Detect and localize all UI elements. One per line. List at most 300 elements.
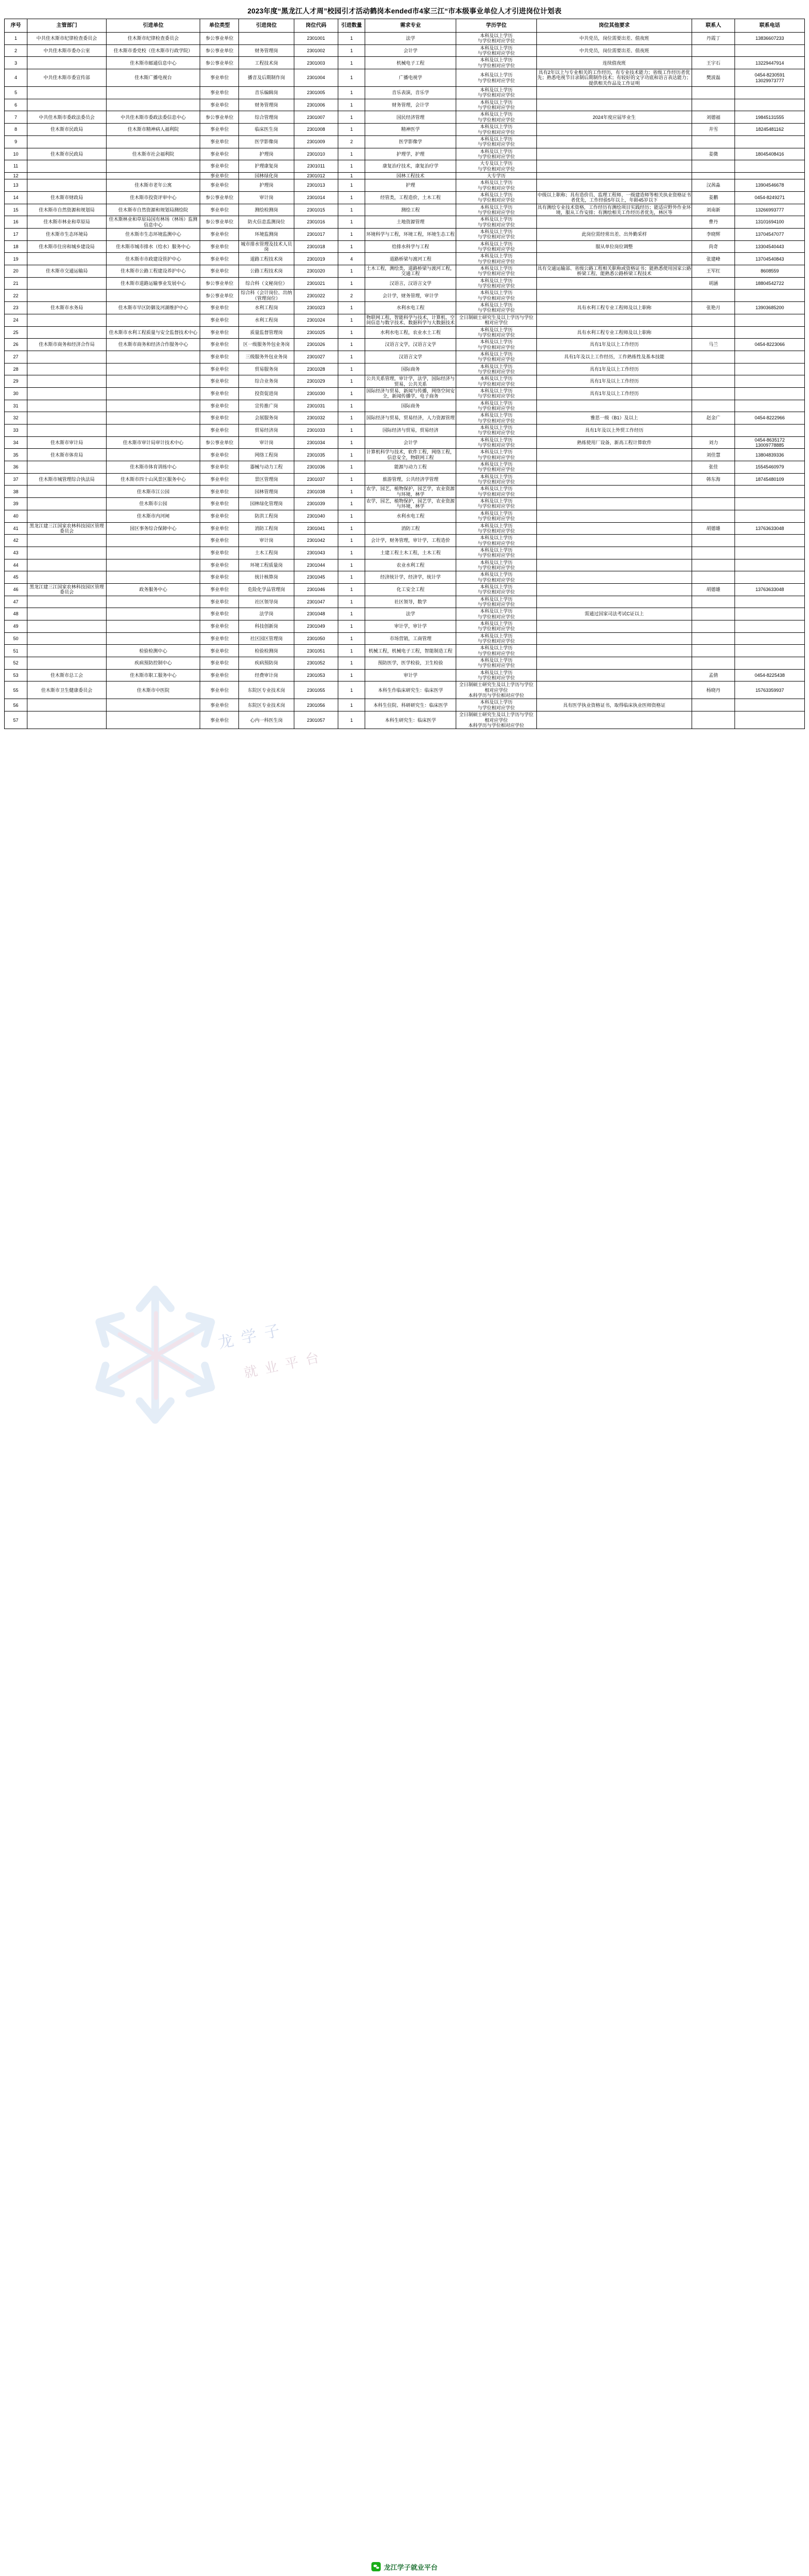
cell-type: 事业单位 [200, 363, 239, 375]
cell-contact [692, 711, 735, 729]
cell-contact [692, 498, 735, 510]
cell-type: 参公事业单位 [200, 57, 239, 69]
table-row [5, 99, 805, 111]
cell-dept: 佳木斯市商务和经济合作局 [27, 339, 107, 351]
cell-major: 土木工程，测绘类，道路桥梁与渡河工程，交通工程 [365, 265, 456, 278]
cell-other: 具有1年及以上工作经历，工作熟练性及基本技能 [536, 351, 692, 363]
cell-code: 2301022 [294, 290, 338, 302]
cell-phone [735, 486, 805, 498]
cell-qty: 1 [338, 632, 365, 645]
cell-type: 事业单位 [200, 486, 239, 498]
cell-edu: 本科及以上学历 与学位相对应学位 [456, 99, 536, 111]
cell-post: 环境监测岗 [239, 229, 294, 241]
table-row [5, 326, 805, 339]
cell-unit: 佳木斯市社会福利院 [106, 148, 200, 160]
cell-edu: 本科及以上学历 与学位相对应学位 [456, 699, 536, 711]
cell-major: 土建工程土木工程，土木工程 [365, 547, 456, 559]
cell-phone: 15763359937 [735, 681, 805, 699]
cell-unit [106, 449, 200, 461]
cell-unit: 佳木斯市邮通信息中心 [106, 57, 200, 69]
cell-no: 15 [5, 204, 27, 216]
cell-unit: 佳木斯市公园 [106, 498, 200, 510]
cell-dept: 佳木斯市民政局 [27, 148, 107, 160]
cell-no: 43 [5, 547, 27, 559]
cell-code: 2301010 [294, 148, 338, 160]
cell-qty: 1 [338, 412, 365, 425]
cell-post: 城市排水管理及技术人员岗 [239, 240, 294, 253]
cell-contact [692, 425, 735, 437]
cell-contact: 韩东海 [692, 473, 735, 486]
cell-post: 心内一科医生岗 [239, 711, 294, 729]
cell-other: 中共党员，岗位需要出差、值夜班 [536, 33, 692, 45]
cell-dept: 佳木斯市民政局 [27, 124, 107, 136]
cell-qty: 1 [338, 699, 365, 711]
cell-other: 2024年度应届毕业生 [536, 111, 692, 124]
cell-phone [735, 387, 805, 400]
cell-qty: 1 [338, 449, 365, 461]
cell-major: 物联网工程，智能科学与技术，计算机、空间信息与数字技术、数据科学与大数据技术 [365, 314, 456, 326]
cell-contact [692, 608, 735, 620]
cell-unit [106, 400, 200, 412]
cell-code: 2301027 [294, 351, 338, 363]
cell-no: 1 [5, 33, 27, 45]
table-row [5, 711, 805, 729]
cell-major: 经管类，工程造价，土木工程 [365, 191, 456, 204]
cell-edu: 全日制硕士研究生及以上学历与学位相对应学位 [456, 314, 536, 326]
cell-edu: 全日制硕士研究生及以上学历与学位相对应学位 本科学历与学位相对应学位 [456, 711, 536, 729]
table-row [5, 314, 805, 326]
cell-no: 20 [5, 265, 27, 278]
cell-qty: 1 [338, 559, 365, 571]
cell-phone [735, 596, 805, 608]
cell-type: 事业单位 [200, 135, 239, 148]
cell-dept [27, 99, 107, 111]
cell-dept [27, 253, 107, 265]
cell-major: 精神医学 [365, 124, 456, 136]
cell-contact [692, 547, 735, 559]
cell-qty: 1 [338, 400, 365, 412]
cell-code: 2301026 [294, 339, 338, 351]
cell-phone [735, 620, 805, 633]
cell-dept [27, 412, 107, 425]
cell-other [536, 510, 692, 522]
cell-type: 事业单位 [200, 314, 239, 326]
cell-code: 2301019 [294, 253, 338, 265]
cell-post: 护理岗 [239, 148, 294, 160]
cell-unit [106, 375, 200, 388]
cell-other: 具有1年及以上外贸工作经历 [536, 425, 692, 437]
cell-post: 医学影像岗 [239, 135, 294, 148]
cell-qty: 1 [338, 571, 365, 584]
cell-major: 本科生住院、科研研究生：临床医学 [365, 699, 456, 711]
cell-unit [106, 571, 200, 584]
cell-other [536, 172, 692, 179]
cell-dept [27, 425, 107, 437]
cell-type: 参公事业单位 [200, 191, 239, 204]
cell-code: 2301014 [294, 191, 338, 204]
cell-type: 事业单位 [200, 148, 239, 160]
cell-phone [735, 351, 805, 363]
cell-type: 参公事业单位 [200, 44, 239, 57]
table-row [5, 148, 805, 160]
cell-edu: 全日制硕士研究生及以上学历与学位相对应学位 本科学历与学位相对应学位 [456, 681, 536, 699]
cell-contact: 刘德福 [692, 111, 735, 124]
cell-type: 事业单位 [200, 498, 239, 510]
cell-major: 音乐表演，音乐学 [365, 87, 456, 99]
cell-phone [735, 425, 805, 437]
cell-code: 2301043 [294, 547, 338, 559]
cell-post: 东院区专业技术岗 [239, 681, 294, 699]
cell-contact: 张艳月 [692, 302, 735, 314]
cell-qty: 1 [338, 124, 365, 136]
cell-no: 52 [5, 657, 27, 670]
cell-major: 园林工程技术 [365, 172, 456, 179]
cell-no: 16 [5, 216, 27, 229]
table-row [5, 253, 805, 265]
cell-qty: 1 [338, 160, 365, 173]
cell-type: 事业单位 [200, 608, 239, 620]
cell-contact [692, 400, 735, 412]
cell-type: 事业单位 [200, 302, 239, 314]
cell-edu: 本科及以上学历 与学位相对应学位 [456, 87, 536, 99]
snowflake-icon [78, 1277, 233, 1432]
cell-edu: 本科及以上学历 与学位相对应学位 [456, 44, 536, 57]
cell-phone: 13101694100 [735, 216, 805, 229]
cell-qty: 1 [338, 711, 365, 729]
cell-no: 41 [5, 522, 27, 535]
cell-no: 19 [5, 253, 27, 265]
cell-other [536, 571, 692, 584]
cell-major: 市场营销，工商管理 [365, 632, 456, 645]
cell-contact: 张佳 [692, 461, 735, 474]
cell-other: 具有交通运输部、省级公路工程相关职称或资格证书；能熟悉使用国家公路桥梁工程、能熟悉公路桥梁工程技术 [537, 266, 691, 277]
cell-code: 2301030 [294, 387, 338, 400]
cell-code: 2301055 [294, 681, 338, 699]
cell-unit [106, 596, 200, 608]
cell-dept [27, 559, 107, 571]
cell-contact [692, 657, 735, 670]
cell-qty: 1 [338, 314, 365, 326]
cell-post: 防火信息监测岗位 [239, 216, 294, 229]
cell-type: 事业单位 [200, 473, 239, 486]
cell-major: 预防医学，医学检验，卫生检验 [365, 657, 456, 670]
cell-unit: 佳木斯市市政建设管护中心 [106, 253, 200, 265]
cell-major: 国际经济与贸易，贸易经济 [365, 425, 456, 437]
table-row [5, 44, 805, 57]
cell-type: 事业单位 [200, 87, 239, 99]
watermark-text-2: 就 业 平 台 [243, 1350, 323, 1381]
cell-type: 事业单位 [200, 387, 239, 400]
cell-phone: 18045408416 [735, 148, 805, 160]
cell-contact: 姜微 [692, 148, 735, 160]
cell-post: 网络工程岗 [239, 449, 294, 461]
cell-no: 44 [5, 559, 27, 571]
table-row [5, 608, 805, 620]
cell-phone [735, 326, 805, 339]
cell-qty: 1 [338, 522, 365, 535]
cell-no: 24 [5, 314, 27, 326]
cell-contact [692, 632, 735, 645]
cell-contact: 刘佳慧 [692, 449, 735, 461]
cell-post: 经费审计岗 [239, 669, 294, 681]
col-phone: 联系电话 [735, 19, 805, 33]
cell-post: 防洪工程岗 [239, 510, 294, 522]
cell-phone: 0454-8249271 [735, 191, 805, 204]
cell-major: 给排水科学与工程 [365, 240, 456, 253]
table-row [5, 351, 805, 363]
cell-edu: 本科及以上学历 与学位相对应学位 [456, 326, 536, 339]
cell-dept [27, 363, 107, 375]
cell-code: 2301006 [294, 99, 338, 111]
cell-other [536, 124, 692, 136]
cell-dept: 佳木斯市审计局 [27, 436, 107, 449]
table-row [5, 191, 805, 204]
table-row [5, 498, 805, 510]
cell-edu: 本科及以上学历 与学位相对应学位 [456, 461, 536, 474]
col-post: 引进岗位 [239, 19, 294, 33]
cell-no: 7 [5, 111, 27, 124]
watermark-text-1: 龙 学 子 [216, 1322, 283, 1352]
cell-post: 宣传推广岗 [239, 400, 294, 412]
cell-major: 农学，园艺，植物保护，园艺学，农业资源与环境，林学 [365, 498, 456, 510]
cell-phone: 0454-8635172 13009778885 [735, 436, 805, 449]
cell-edu: 本科及以上学历 与学位相对应学位 [456, 387, 536, 400]
cell-contact [692, 314, 735, 326]
table-header-row [5, 19, 805, 33]
cell-other: 需通过国家司法考试C证以上 [536, 608, 692, 620]
cell-qty: 1 [338, 111, 365, 124]
cell-major: 公共关系管理，审计学，法学，国际经济与贸易，公共关系 [365, 375, 456, 388]
cell-qty: 1 [338, 620, 365, 633]
cell-contact: 曹丹 [692, 216, 735, 229]
table-row [5, 302, 805, 314]
cell-unit: 佳木斯市生态环境监测中心 [106, 229, 200, 241]
cell-unit: 佳木斯市内河闸 [106, 510, 200, 522]
cell-dept [27, 547, 107, 559]
cell-other: 具有2年以上与专业相关的工作经历，有专业技术能力；省级工作经历者优先；熟悉电视节目录制后期制作技术；有较好的文字功底和语言表达能力；提供相关作品及工作证明 [537, 70, 691, 86]
cell-phone [735, 645, 805, 657]
cell-post: 临床医生岗 [239, 124, 294, 136]
cell-qty: 1 [338, 547, 365, 559]
cell-dept: 中共佳木斯市纪律检查委员会 [27, 33, 107, 45]
cell-qty: 1 [338, 339, 365, 351]
table-row [5, 461, 805, 474]
cell-other [536, 148, 692, 160]
col-no: 序号 [5, 19, 27, 33]
cell-phone [735, 510, 805, 522]
cell-type: 事业单位 [200, 265, 239, 278]
cell-contact: 丹霞丁 [692, 33, 735, 45]
cell-edu: 本科及以上学历 与学位相对应学位 [456, 571, 536, 584]
cell-unit [106, 290, 200, 302]
cell-phone: 13804839336 [735, 449, 805, 461]
cell-code: 2301012 [294, 172, 338, 179]
cell-edu: 本科及以上学历 与学位相对应学位 [456, 204, 536, 216]
cell-post: 疾病预防岗 [239, 657, 294, 670]
cell-phone [735, 498, 805, 510]
cell-unit: 佳木斯市水利工程质量与安全监督技术中心 [106, 326, 200, 339]
cell-edu: 本科及以上学历 与学位相对应学位 [456, 57, 536, 69]
table-row [5, 535, 805, 547]
cell-other [536, 669, 692, 681]
cell-qty: 1 [338, 657, 365, 670]
cell-no: 50 [5, 632, 27, 645]
cell-major: 社区领导，数学 [365, 596, 456, 608]
cell-qty: 1 [338, 265, 365, 278]
cell-dept: 佳木斯市总工会 [27, 669, 107, 681]
cell-type: 事业单位 [200, 681, 239, 699]
cell-dept: 中共佳木斯市委宣传部 [27, 69, 107, 87]
cell-phone: 13836607233 [735, 33, 805, 45]
col-qty: 引进数量 [338, 19, 365, 33]
cell-dept: 黑龙江建三江国家农林科技园区管理委员会 [27, 583, 107, 596]
cell-unit [106, 87, 200, 99]
cell-unit: 佳木斯市旱区防御及河湖维护中心 [106, 302, 200, 314]
cell-code: 2301057 [294, 711, 338, 729]
cell-major: 法学 [365, 608, 456, 620]
cell-contact: 杨晓丹 [692, 681, 735, 699]
cell-unit: 佳木斯市道路运输事业发展中心 [106, 277, 200, 290]
cell-qty: 1 [338, 486, 365, 498]
cell-no: 48 [5, 608, 27, 620]
table-row [5, 387, 805, 400]
cell-phone [735, 559, 805, 571]
cell-edu: 本科及以上学历 与学位相对应学位 [456, 339, 536, 351]
cell-qty: 1 [338, 608, 365, 620]
cell-other: 连续值夜班 [536, 57, 692, 69]
cell-type: 事业单位 [200, 351, 239, 363]
cell-type: 事业单位 [200, 326, 239, 339]
cell-qty: 1 [338, 596, 365, 608]
cell-major: 旅游管理，公共经济学管理 [365, 473, 456, 486]
cell-dept [27, 314, 107, 326]
cell-code: 2301017 [294, 229, 338, 241]
cell-contact [692, 44, 735, 57]
cell-unit: 佳木斯市江公园 [106, 486, 200, 498]
cell-phone [735, 632, 805, 645]
cell-contact [692, 620, 735, 633]
cell-dept: 中共佳木斯市委政法委员会 [27, 111, 107, 124]
cell-post: 园林绿化岗 [239, 172, 294, 179]
table-row [5, 425, 805, 437]
cell-contact: 张建峰 [692, 253, 735, 265]
cell-no: 46 [5, 583, 27, 596]
cell-major: 土地资源管理 [365, 216, 456, 229]
cell-phone: 13304540443 [735, 240, 805, 253]
cell-major: 机械电子工程 [365, 57, 456, 69]
table-row [5, 290, 805, 302]
col-other: 岗位其他要求 [536, 19, 692, 33]
table-row [5, 69, 805, 87]
cell-unit: 佳木斯市四十山风景区服务中心 [106, 473, 200, 486]
cell-edu: 本科及以上学历 与学位相对应学位 [456, 253, 536, 265]
cell-post: 护理岗 [239, 179, 294, 192]
cell-edu: 本科及以上学历 与学位相对应学位 [456, 425, 536, 437]
cell-other [536, 620, 692, 633]
cell-other [536, 596, 692, 608]
cell-no: 32 [5, 412, 27, 425]
table-row [5, 522, 805, 535]
cell-contact: 刘南新 [692, 204, 735, 216]
cell-edu: 本科及以上学历 与学位相对应学位 [456, 449, 536, 461]
cell-post: 水利工程岗 [239, 302, 294, 314]
cell-code: 2301034 [294, 436, 338, 449]
cell-phone: 0454-8225438 [735, 669, 805, 681]
cell-qty: 1 [338, 33, 365, 45]
cell-other [536, 632, 692, 645]
cell-qty: 1 [338, 326, 365, 339]
cell-unit: 佳木斯市中医院 [106, 681, 200, 699]
cell-contact: 马兰 [692, 339, 735, 351]
cell-type: 事业单位 [200, 412, 239, 425]
cell-other [536, 486, 692, 498]
cell-contact [692, 596, 735, 608]
cell-major: 财务管理，会计学 [365, 99, 456, 111]
cell-no: 56 [5, 699, 27, 711]
cell-dept [27, 711, 107, 729]
cell-dept: 佳木斯市财政局 [27, 191, 107, 204]
col-type: 单位类型 [200, 19, 239, 33]
cell-major: 汉语言文学，汉语言文学 [365, 339, 456, 351]
table-row [5, 473, 805, 486]
cell-code: 2301023 [294, 302, 338, 314]
cell-phone: 13763633048 [735, 583, 805, 596]
cell-dept: 佳木斯市住房和城乡建设局 [27, 240, 107, 253]
cell-code: 2301024 [294, 314, 338, 326]
cell-code: 2301016 [294, 216, 338, 229]
cell-major: 水利水电工程 [365, 302, 456, 314]
footer-brand [0, 2562, 809, 2573]
cell-no: 14 [5, 191, 27, 204]
cell-other [536, 583, 692, 596]
cell-dept [27, 632, 107, 645]
cell-qty: 1 [338, 216, 365, 229]
cell-edu: 本科及以上学历 与学位相对应学位 [456, 111, 536, 124]
cell-qty: 1 [338, 645, 365, 657]
cell-dept [27, 535, 107, 547]
cell-phone [735, 535, 805, 547]
cell-major: 能源与动力工程 [365, 461, 456, 474]
cell-major: 审计学 [365, 669, 456, 681]
cell-code: 2301042 [294, 535, 338, 547]
cell-contact [692, 172, 735, 179]
cell-unit [106, 620, 200, 633]
cell-no: 8 [5, 124, 27, 136]
cell-unit: 佳木斯市审计局审计技术中心 [106, 436, 200, 449]
table-row [5, 583, 805, 596]
cell-edu: 本科及以上学历 与学位相对应学位 [456, 33, 536, 45]
cell-phone [735, 363, 805, 375]
cell-edu: 本科及以上学历 与学位相对应学位 [456, 522, 536, 535]
cell-contact [692, 387, 735, 400]
cell-unit: 佳木斯市委党校（佳木斯市行政学院） [106, 44, 200, 57]
cell-type: 事业单位 [200, 510, 239, 522]
cell-qty: 1 [338, 204, 365, 216]
col-major: 需求专业 [365, 19, 456, 33]
cell-major: 法学 [365, 33, 456, 45]
cell-type: 事业单位 [200, 160, 239, 173]
cell-code: 2301015 [294, 204, 338, 216]
cell-code: 2301050 [294, 632, 338, 645]
cell-dept [27, 510, 107, 522]
table-row [5, 240, 805, 253]
cell-contact [692, 486, 735, 498]
cell-unit: 中共佳木斯市委政法委信息中心 [106, 111, 200, 124]
cell-dept [27, 486, 107, 498]
cell-code: 2301018 [294, 240, 338, 253]
cell-unit: 佳木斯市老年公寓 [106, 179, 200, 192]
cell-unit [106, 99, 200, 111]
